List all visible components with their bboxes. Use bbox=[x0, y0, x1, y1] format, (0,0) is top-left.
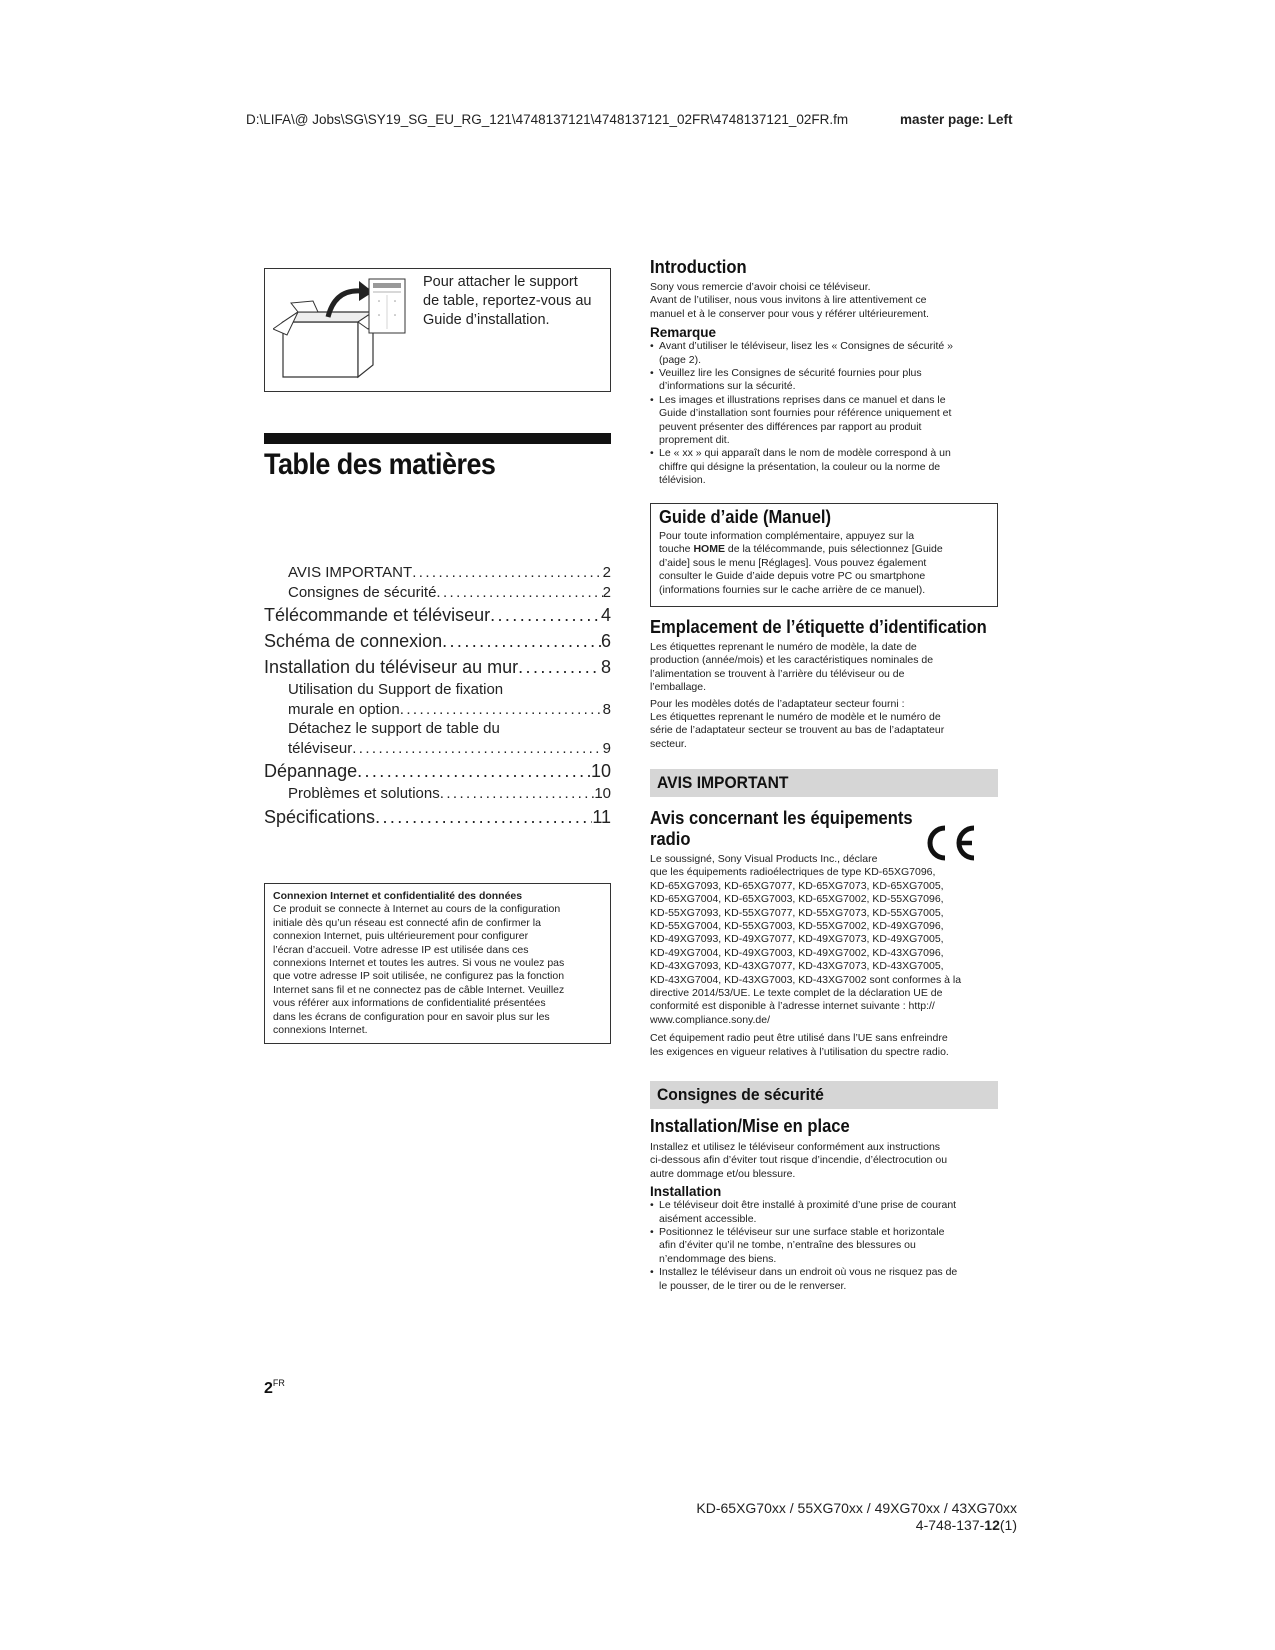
privacy-line: vous référer aux informations de confidentialité présentées bbox=[273, 997, 546, 1010]
toc-entry-support-fixation[interactable]: Utilisation du Support de fixation murale en option ..... 8 bbox=[264, 680, 611, 719]
toc-entry-telecommande[interactable]: Télécommande et téléviseur ..... 4 bbox=[264, 602, 611, 628]
help-guide-box bbox=[650, 503, 998, 607]
privacy-line: connexions Internet et toutes les autres. Si vous ne voulez pas bbox=[273, 957, 565, 970]
radio-equipment-usage: Cet équipement radio peut être utilisé dans l’UE sans enfreindre les exigences en vigueur relatives à l’utilisation du spectre radio. bbox=[650, 1032, 949, 1058]
privacy-line: que votre adresse IP soit utilisée, ne configurez pas la fonction bbox=[273, 970, 565, 983]
remark-heading: Remarque bbox=[650, 325, 717, 341]
list-item: • Positionnez le téléviseur sur une surface stable et horizontale afin d’éviter qu’il ne tombe, n’entraîne des blessures ou n’endommage des biens. bbox=[650, 1226, 998, 1266]
list-item: • Les images et illustrations reprises dans ce manuel et dans le Guide d’installation sont fournies pour référence uniquement et peuvent présenter des différences par rapport au produit proprement dit. bbox=[650, 394, 998, 448]
toc-entry-avis-important[interactable]: AVIS IMPORTANT ..... 2 bbox=[264, 563, 611, 583]
toc-title-rule bbox=[264, 433, 611, 444]
privacy-notice-title: Connexion Internet et confidentialité des données bbox=[273, 890, 523, 902]
footer-model-info bbox=[696, 1500, 1017, 1534]
list-item: • Veuillez lire les Consignes de sécurité fournies pour plus d’informations sur la sécurité. bbox=[650, 367, 998, 394]
footer-code: 4-748-137-12(1) bbox=[915, 1517, 1017, 1533]
toc-entry-specifications[interactable]: Spécifications ..... 11 bbox=[264, 804, 611, 830]
toc-entry-installation-mur[interactable]: Installation du téléviseur au mur ..... 8 bbox=[264, 654, 611, 680]
help-guide-heading: Guide d’aide (Manuel) bbox=[659, 507, 832, 527]
master-page-label: master page: Left bbox=[900, 112, 1013, 127]
radio-equipment-declaration: Le soussigné, Sony Visual Products Inc., déclare que les équipements radioélectriques de type KD-65XG7096, KD-65XG7093, KD-65XG7077, KD-65XG7073, KD-65XG7005, KD-65XG7004, KD-65XG7003, KD-65XG7002, KD-55XG7096, KD-55XG7093, KD-55XG7077, KD-55XG7073, KD-55XG7005, KD-55XG7004, KD-55XG7003, KD-55XG7002, KD-49XG7096, KD-49XG7093, KD-49XG7077, KD-49XG7073, KD-49XG7005, KD-49XG7004, KD-49XG7003, KD-49XG7002, KD-43XG7096, KD-43XG7093, KD-43XG7077, KD-43XG7073, KD-43XG7005, KD-43XG7004, KD-43XG7003, KD-43XG7002 sont conformes à la directive 2014/53/UE. Le texte complet de la déclaration UE de conformité est disponible à l’adresse internet suivante : http:// www.compliance.sony.de/ bbox=[650, 853, 962, 1026]
file-path: D:\LIFA\@ Jobs\SG\SY19_SG_EU_RG_121\4748137121\4748137121_02FR\4748137121_02FR.fm bbox=[246, 112, 849, 127]
footer-models: KD-65XG70xx / 55XG70xx / 49XG70xx / 43XG70xx bbox=[696, 1500, 1017, 1516]
privacy-line: Ce produit se connecte à Internet au cours de la configuration bbox=[273, 903, 561, 916]
toc-entry-depannage[interactable]: Dépannage ..... 10 bbox=[264, 758, 611, 784]
section-bar-safety: Consignes de sécurité bbox=[650, 1081, 998, 1109]
label-location-section bbox=[650, 617, 998, 751]
privacy-line: dans les écrans de configuration pour en savoir plus sur les bbox=[273, 1010, 550, 1023]
privacy-line: initiale dès qu’un réseau est connecté afin de confirmer la bbox=[273, 916, 541, 929]
installation-subheading: Installation bbox=[650, 1184, 722, 1200]
introduction-heading: Introduction bbox=[650, 257, 747, 277]
install-note-box bbox=[264, 268, 611, 392]
radio-equipment-section bbox=[650, 808, 998, 1059]
installation-text: Installez et utilisez le téléviseur conformément aux instructions ci-dessous afin d’éviter tout risque d’incendie, d’électrocution ou autre dommage et/ou blessure. bbox=[650, 1141, 948, 1180]
tv-box-illustration bbox=[273, 277, 408, 385]
help-guide-text: Pour toute information complémentaire, appuyez sur la touche HOME de la télécommande, puis sélectionnez [Guide d’aide] sous le menu [Réglages]. Vous pouvez également consulter le Guide d’aide depuis votre PC ou smartphone (informations fournies sur le cache arrière de ce manuel). bbox=[659, 530, 943, 596]
introduction-section bbox=[650, 257, 998, 488]
remark-list bbox=[650, 340, 998, 487]
toc-entry-consignes-securite[interactable]: Consignes de sécurité ..... 2 bbox=[264, 583, 611, 603]
installation-heading: Installation/Mise en place bbox=[650, 1116, 850, 1136]
introduction-text: Sony vous remercie d’avoir choisi ce téléviseur. Avant de l’utiliser, nous vous invitons à lire attentivement ce manuel et à le conserver pour vous y référer ultérieurement. bbox=[650, 281, 929, 320]
label-location-text: Les étiquettes reprenant le numéro de modèle, la date de production (année/mois) et les caractéristiques nominales de l’alimentation se trouvent à l’arrière du téléviseur ou de l’emballage. bbox=[650, 641, 934, 694]
table-of-contents bbox=[264, 563, 611, 830]
privacy-line: connexions Internet. bbox=[273, 1024, 368, 1037]
list-item: • Le « xx » qui apparaît dans le nom de modèle correspond à un chiffre qui désigne la présentation, la couleur ou la norme de télévision. bbox=[650, 447, 998, 487]
label-location-adapter-text: Pour les modèles dotés de l’adaptateur secteur fourni : Les étiquettes reprenant le numéro de modèle et le numéro de série de l’adaptateur secteur se trouvent au bas de l’adaptateur secteur. bbox=[650, 697, 945, 750]
install-note-line: Pour attacher le support bbox=[423, 274, 578, 290]
installation-section bbox=[650, 1116, 998, 1293]
install-note-text bbox=[423, 273, 608, 330]
privacy-line: l’écran d’accueil. Votre adresse IP est utilisée dans ces bbox=[273, 943, 529, 956]
list-item: • Installez le téléviseur dans un endroit où vous ne risquez pas de le pousser, de le tirer ou de le renverser. bbox=[650, 1266, 998, 1293]
privacy-line: connexion Internet, puis ultérieurement pour configurer bbox=[273, 930, 529, 943]
section-bar-avis-important: AVIS IMPORTANT bbox=[650, 769, 998, 797]
page-number: $2^{FR}$ bbox=[264, 1378, 285, 1397]
toc-title: Table des matières bbox=[264, 448, 496, 481]
privacy-line: Internet sans fil et ne connectez pas de câble Internet. Veuillez bbox=[273, 983, 565, 996]
privacy-notice-box bbox=[264, 883, 611, 1044]
install-note-line: Guide d’installation. bbox=[423, 312, 550, 328]
radio-equipment-heading: Avis concernant les équipements radio bbox=[650, 808, 913, 849]
install-note-line: de table, reportez-vous au bbox=[423, 293, 592, 309]
toc-entry-schema-connexion[interactable]: Schéma de connexion ..... 6 bbox=[264, 628, 611, 654]
installation-list bbox=[650, 1199, 998, 1293]
label-location-heading: Emplacement de l’étiquette d’identification bbox=[650, 617, 987, 637]
list-item: • Avant d’utiliser le téléviseur, lisez les « Consignes de sécurité » (page 2). bbox=[650, 340, 998, 367]
toc-entry-detachez-support[interactable]: Détachez le support de table du téléviseur ..... 9 bbox=[264, 719, 611, 758]
toc-entry-problemes-solutions[interactable]: Problèmes et solutions ..... 10 bbox=[264, 784, 611, 804]
list-item: • Le téléviseur doit être installé à proximité d’une prise de courant aisément accessible. bbox=[650, 1199, 998, 1226]
